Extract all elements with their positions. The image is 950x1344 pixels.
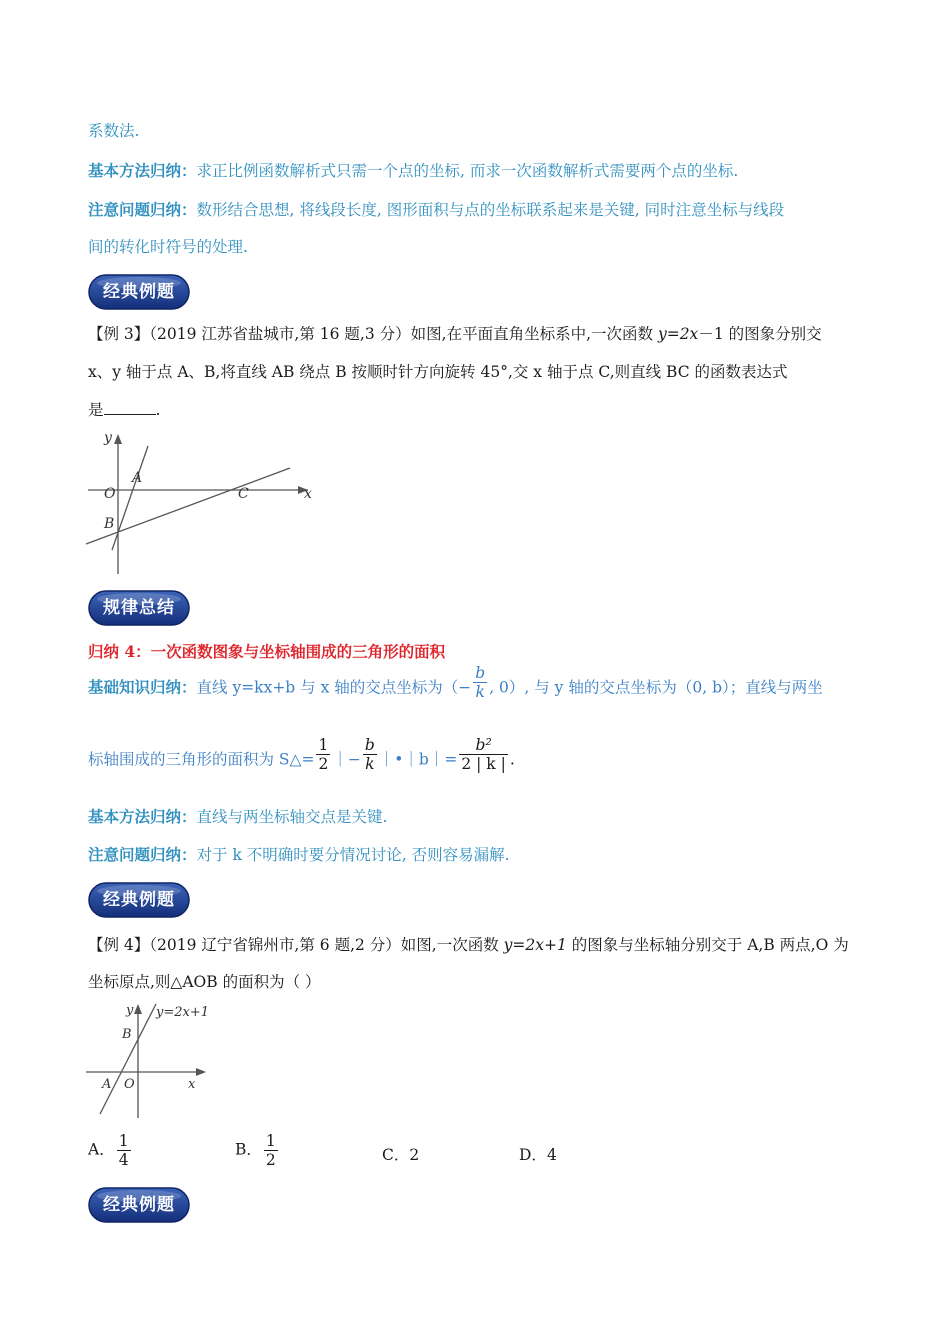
ex4-text-a: 如图,一次函数: [400, 936, 504, 954]
option-a[interactable]: [88, 1132, 133, 1169]
frac-num: b: [364, 736, 375, 754]
area-abs-b: ｜•｜b｜=: [378, 750, 458, 769]
fraction-b-over-k: [473, 664, 487, 701]
frac-num: 1: [265, 1132, 276, 1150]
basic-label: 基础知识归纳：: [88, 677, 197, 697]
basic-text-b: , 0）, 与 y 轴的交点坐标为（0, b）；直线与两坐: [489, 678, 823, 697]
label-b: B: [122, 1027, 132, 1042]
method-summary-1: [88, 160, 738, 182]
method-text: 直线与两坐标轴交点是关键.: [196, 808, 388, 826]
note-summary-1: [88, 199, 784, 221]
ex4-tag: 【例 4】: [88, 936, 150, 954]
note-summary-2: [88, 844, 510, 866]
area-formula: [88, 736, 515, 773]
badge-classic-example: 经典例题: [88, 274, 190, 310]
ex3-text-b: －1 的图象分别交: [698, 325, 822, 343]
note-text: 数形结合思想, 将线段长度, 图形面积与点的坐标联系起来是关键, 同时注意坐标与线段: [196, 201, 785, 219]
frac-den: 2: [318, 755, 329, 773]
note-text: 对于 k 不明确时要分情况讨论, 否则容易漏解.: [196, 846, 510, 864]
frac-den: k: [473, 682, 487, 701]
ex4-source: （2019 辽宁省锦州市,第 6 题,2 分）: [149, 936, 401, 954]
ex3-line1: [88, 323, 822, 345]
frac-num: b: [475, 664, 486, 682]
basic-text-a: 直线 y=kx+b 与 x 轴的交点坐标为（−: [196, 678, 472, 697]
label-x: x: [188, 1077, 196, 1092]
ex3-period: .: [155, 401, 161, 419]
summary-4-title: 归纳 4：一次函数图象与坐标轴围成的三角形的面积: [88, 642, 446, 661]
option-d[interactable]: [519, 1143, 557, 1165]
line-bc: [86, 468, 290, 544]
option-a-fraction: [117, 1132, 131, 1169]
area-text-a: 标轴围成的三角形的面积为 S△=: [88, 750, 315, 769]
ex4-figure: [82, 998, 222, 1122]
ex3-figure: [82, 424, 322, 580]
label-x: x: [304, 486, 312, 502]
note-label: 注意问题归纳：: [88, 200, 197, 219]
label-y: y: [126, 1003, 134, 1018]
label-c: C: [238, 486, 249, 502]
label-b: B: [104, 516, 115, 532]
ex3-tag: 【例 3】: [88, 325, 150, 343]
option-value: 4: [546, 1146, 557, 1164]
option-c[interactable]: [382, 1143, 419, 1165]
ex3-text-a: 如图,在平面直角坐标系中,一次函数: [410, 325, 658, 343]
label-o: O: [104, 486, 116, 502]
frac-num: b²: [475, 736, 492, 754]
area-abs-open: ｜−: [332, 750, 361, 769]
method-text: 求正比例函数解析式只需一个点的坐标, 而求一次函数解析式需要两个点的坐标.: [196, 162, 739, 180]
option-letter: A．: [88, 1140, 115, 1159]
option-b-fraction: [264, 1132, 278, 1169]
basic-knowledge: [88, 664, 823, 701]
option-b[interactable]: [235, 1132, 280, 1169]
fraction-b-over-k-2: [363, 736, 377, 773]
ex3-line3: [88, 399, 160, 421]
frac-den: k: [363, 754, 377, 773]
label-func: y=2x+1: [156, 1005, 210, 1020]
badge-classic-example-3: 经典例题: [88, 1187, 190, 1223]
ex4-func: y=2x+1: [503, 936, 567, 954]
y-axis-arrow: [134, 1004, 142, 1014]
y-axis-arrow: [114, 434, 122, 444]
method-label: 基本方法归纳：: [88, 807, 197, 826]
note-label: 注意问题归纳：: [88, 845, 197, 864]
label-y: y: [104, 430, 112, 446]
x-axis-arrow: [196, 1068, 206, 1076]
option-letter: C．: [382, 1146, 410, 1164]
frac-den: 2: [265, 1151, 276, 1169]
option-letter: D．: [519, 1146, 547, 1164]
ex4-line2: 坐标原点,则△AOB 的面积为（ ）: [88, 973, 321, 991]
note-text-cont: 间的转化时符号的处理.: [88, 238, 248, 256]
ex4-text-b: 的图象与坐标轴分别交于 A,B 两点,O 为: [566, 936, 849, 954]
frac-num: 1: [318, 736, 329, 754]
frac-num: 1: [118, 1132, 129, 1150]
option-letter: B．: [235, 1140, 262, 1159]
area-period: .: [509, 750, 515, 769]
badge-rule-summary: 规律总结: [88, 590, 190, 626]
ex3-func: y=2x: [657, 325, 699, 343]
answer-blank[interactable]: [104, 400, 156, 415]
frac-den: 4: [118, 1151, 129, 1169]
fraction-half: [316, 736, 330, 773]
ex3-text-is: 是: [88, 401, 104, 419]
ex3-source: （2019 江苏省盐城市,第 16 题,3 分）: [149, 325, 411, 343]
method-summary-2: [88, 806, 387, 828]
intro-tail: 系数法.: [88, 122, 140, 140]
label-o: O: [124, 1077, 135, 1092]
fraction-b2-over-2k: [459, 736, 507, 773]
method-label: 基本方法归纳：: [88, 161, 197, 180]
badge-classic-example-2: 经典例题: [88, 882, 190, 918]
ex4-line1: [88, 934, 849, 956]
option-value: 2: [409, 1146, 420, 1164]
ex3-line2: x、y 轴于点 A、B,将直线 AB 绕点 B 按顺时针方向旋转 45°,交 x 轴于点 C,则直线 BC 的函数表达式: [88, 363, 788, 381]
label-a: A: [102, 1077, 112, 1092]
function-line: [100, 1004, 156, 1114]
frac-den: 2 | k |: [461, 755, 506, 773]
label-a: A: [132, 470, 143, 486]
